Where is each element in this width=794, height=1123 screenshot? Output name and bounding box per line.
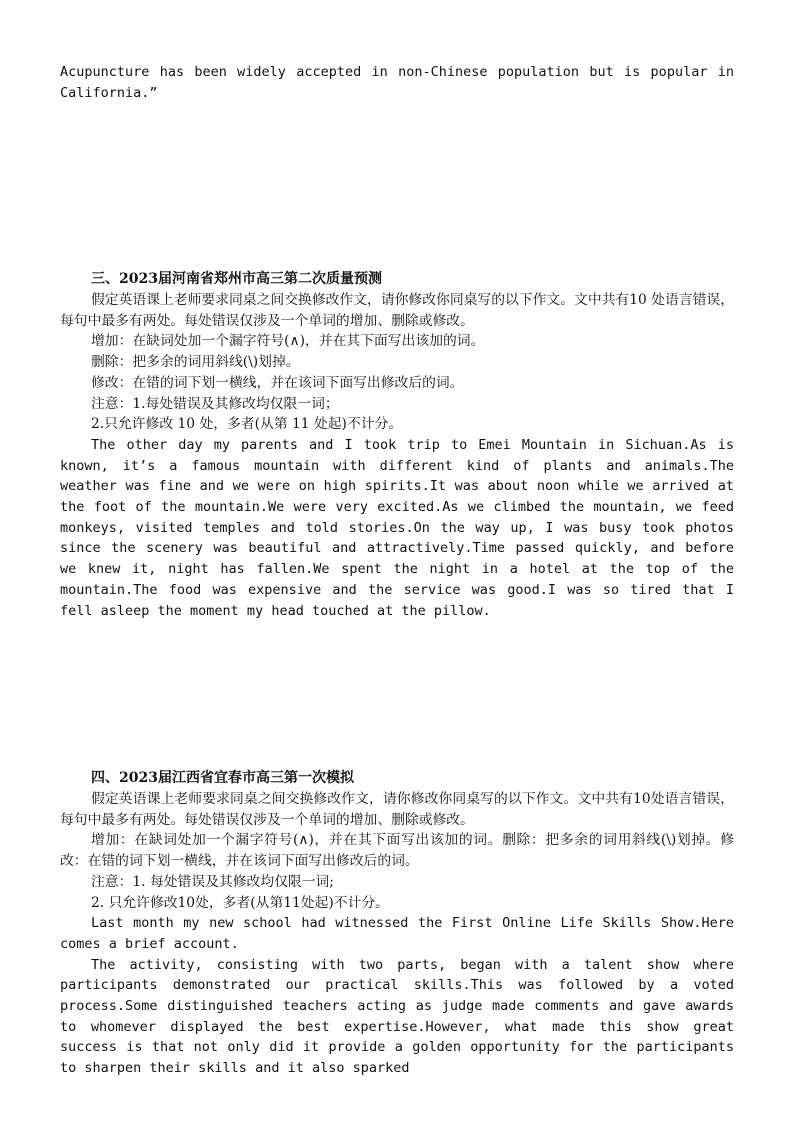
section-3 [60,269,734,621]
section-3-instruction: 假定英语课上老师要求同桌之间交换修改作文，请你修改你同桌写的以下作文。文中共有10 处语言错误，每句中最多有两处。每处错误仅涉及一个单词的增加、删除或修改。 [60,292,734,329]
intro-block [60,62,734,103]
section-4-note-2: 2. 只允许修改10处，多者(从第11处起)不计分。 [91,894,389,911]
section-4-heading: 四、2023届江西省宜春市高三第一次模拟 [91,770,354,786]
intro-paragraph: Acupuncture has been widely accepted in non-Chinese population but is popular in California.” [60,64,734,101]
section-3-add-rule: 增加：在缺词处加一个漏字符号(∧)，并在其下面写出该加的词。 [91,333,485,350]
section-3-essay: The other day my parents and I took trip to Emei Mountain in Sichuan.As is known, it’s a famous mountain with different kind of plants and animals.The weather was fine and we were on high spirits.It was about noon while we arrived at the foot of the mountain.We were very excited.As we climbed the mountain, we feed monkeys, visited temples and told stories.On the way up, I was busy took photos since the scenery was beautiful and attractively.Time passed quickly, and before we knew it, night has fallen.We spent the night in a hotel at the top of the mountain.The food was expensive and the service was good.I was so tired that I fell asleep the moment my head touched at the pillow. [60,436,734,619]
section-4 [60,768,734,1079]
section-4-essay-paragraph-2: The activity, consisting with two parts, began with a talent show where participants demonstrated our practical skills.This was followed by a voted process.Some distinguished teachers acting as judge made comments and gave awards to whomever displayed the best expertise.However, what made this show great success is that not only did it provide a golden opportunity for the participants to sharpen their skills and it also sparked [60,956,734,1077]
section-3-heading: 三、2023届河南省郑州市高三第二次质量预测 [91,271,382,287]
section-3-note-1: 注意：1.每处错误及其修改均仅限一词； [91,395,339,412]
section-3-modify-rule: 修改：在错的词下划一横线，并在该词下面写出修改后的词。 [91,374,464,391]
section-4-instruction: 假定英语课上老师要求同桌之间交换修改作文，请你修改你同桌写的以下作文。文中共有10处语言错误，每句中最多有两处。每处错误仅涉及一个单词的增加、删除或修改。 [60,791,734,828]
section-4-rules: 增加：在缺词处加一个漏字符号(∧)，并在其下面写出该加的词。删除：把多余的词用斜线(\)划掉。修改：在错的词下划一横线，并在该词下面写出修改后的词。 [60,832,734,870]
section-4-essay-paragraph-1: Last month my new school had witnessed the First Online Life Skills Show.Here comes a brief account. [60,915,734,952]
section-4-note-1: 注意：1. 每处错误及其修改均仅限一词; [91,873,334,890]
section-3-delete-rule: 删除：把多余的词用斜线(\)划掉。 [91,354,300,371]
section-3-note-2: 2.只允许修改 10 处，多者(从第 11 处起)不计分。 [91,416,403,433]
